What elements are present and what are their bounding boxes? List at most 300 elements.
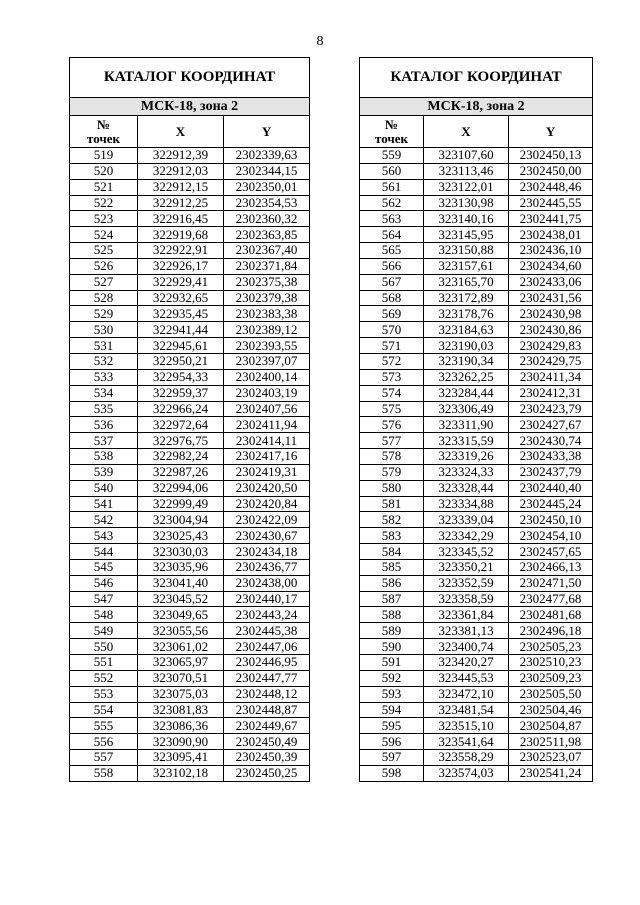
cell-point-number: 530 bbox=[70, 322, 138, 338]
table-row bbox=[360, 464, 593, 480]
cell-point-number: 563 bbox=[360, 211, 424, 227]
cell-x: 323061,02 bbox=[138, 639, 224, 655]
cell-y: 2302440,17 bbox=[224, 591, 310, 607]
cell-y: 2302434,18 bbox=[224, 544, 310, 560]
cell-x: 323319,26 bbox=[424, 449, 509, 465]
cell-x: 322999,49 bbox=[138, 496, 224, 512]
table-row bbox=[70, 559, 310, 575]
table-subtitle: МСК-18, зона 2 bbox=[360, 98, 593, 116]
cell-point-number: 551 bbox=[70, 655, 138, 671]
table-row bbox=[70, 322, 310, 338]
cell-y: 2302411,94 bbox=[224, 417, 310, 433]
cell-x: 323041,40 bbox=[138, 575, 224, 591]
cell-y: 2302450,25 bbox=[224, 765, 310, 781]
cell-x: 322954,33 bbox=[138, 369, 224, 385]
cell-y: 2302447,06 bbox=[224, 639, 310, 655]
cell-point-number: 546 bbox=[70, 575, 138, 591]
table-row bbox=[70, 385, 310, 401]
cell-point-number: 576 bbox=[360, 417, 424, 433]
table-row bbox=[360, 575, 593, 591]
cell-point-number: 558 bbox=[70, 765, 138, 781]
table-row bbox=[360, 227, 593, 243]
table-row bbox=[360, 258, 593, 274]
table-row bbox=[360, 243, 593, 259]
cell-x: 323558,29 bbox=[424, 750, 509, 766]
cell-y: 2302360,32 bbox=[224, 211, 310, 227]
cell-point-number: 536 bbox=[70, 417, 138, 433]
cell-point-number: 524 bbox=[70, 227, 138, 243]
cell-point-number: 555 bbox=[70, 718, 138, 734]
cell-y: 2302443,24 bbox=[224, 607, 310, 623]
cell-point-number: 594 bbox=[360, 702, 424, 718]
cell-y: 2302389,12 bbox=[224, 322, 310, 338]
cell-point-number: 561 bbox=[360, 179, 424, 195]
cell-point-number: 570 bbox=[360, 322, 424, 338]
cell-y: 2302414,11 bbox=[224, 433, 310, 449]
cell-y: 2302363,85 bbox=[224, 227, 310, 243]
table-row bbox=[360, 195, 593, 211]
cell-x: 323150,88 bbox=[424, 243, 509, 259]
cell-x: 323311,90 bbox=[424, 417, 509, 433]
table-row bbox=[360, 750, 593, 766]
cell-x: 322926,17 bbox=[138, 258, 224, 274]
table-row bbox=[360, 369, 593, 385]
cell-y: 2302504,87 bbox=[509, 718, 593, 734]
cell-point-number: 569 bbox=[360, 306, 424, 322]
table-row bbox=[70, 211, 310, 227]
cell-point-number: 552 bbox=[70, 670, 138, 686]
cell-point-number: 598 bbox=[360, 765, 424, 781]
cell-point-number: 568 bbox=[360, 290, 424, 306]
cell-y: 2302438,00 bbox=[224, 575, 310, 591]
table-row bbox=[70, 623, 310, 639]
cell-point-number: 522 bbox=[70, 195, 138, 211]
cell-x: 323086,36 bbox=[138, 718, 224, 734]
cell-x: 322932,65 bbox=[138, 290, 224, 306]
cell-x: 323075,03 bbox=[138, 686, 224, 702]
cell-point-number: 540 bbox=[70, 480, 138, 496]
cell-y: 2302430,98 bbox=[509, 306, 593, 322]
cell-point-number: 523 bbox=[70, 211, 138, 227]
cell-y: 2302523,07 bbox=[509, 750, 593, 766]
cell-x: 323035,96 bbox=[138, 559, 224, 575]
cell-y: 2302434,60 bbox=[509, 258, 593, 274]
cell-x: 323004,94 bbox=[138, 512, 224, 528]
cell-point-number: 579 bbox=[360, 464, 424, 480]
cell-y: 2302379,38 bbox=[224, 290, 310, 306]
cell-x: 322912,25 bbox=[138, 195, 224, 211]
table-row bbox=[360, 702, 593, 718]
cell-point-number: 595 bbox=[360, 718, 424, 734]
table-row bbox=[360, 559, 593, 575]
cell-point-number: 537 bbox=[70, 433, 138, 449]
cell-x: 322916,45 bbox=[138, 211, 224, 227]
cell-y: 2302511,98 bbox=[509, 734, 593, 750]
table-row bbox=[70, 274, 310, 290]
cell-y: 2302440,40 bbox=[509, 480, 593, 496]
cell-point-number: 542 bbox=[70, 512, 138, 528]
cell-y: 2302403,19 bbox=[224, 385, 310, 401]
table-row bbox=[70, 528, 310, 544]
cell-point-number: 572 bbox=[360, 353, 424, 369]
cell-x: 322941,44 bbox=[138, 322, 224, 338]
cell-point-number: 541 bbox=[70, 496, 138, 512]
table-row bbox=[70, 639, 310, 655]
cell-y: 2302541,24 bbox=[509, 765, 593, 781]
table-row bbox=[360, 211, 593, 227]
cell-point-number: 534 bbox=[70, 385, 138, 401]
cell-y: 2302375,38 bbox=[224, 274, 310, 290]
table-row bbox=[70, 718, 310, 734]
cell-x: 323315,59 bbox=[424, 433, 509, 449]
cell-x: 322959,37 bbox=[138, 385, 224, 401]
coordinate-table-left bbox=[69, 57, 310, 782]
cell-point-number: 567 bbox=[360, 274, 424, 290]
cell-point-number: 531 bbox=[70, 338, 138, 354]
cell-y: 2302510,23 bbox=[509, 655, 593, 671]
cell-y: 2302447,77 bbox=[224, 670, 310, 686]
cell-x: 323541,64 bbox=[424, 734, 509, 750]
cell-y: 2302445,55 bbox=[509, 195, 593, 211]
cell-x: 323030,03 bbox=[138, 544, 224, 560]
cell-x: 323284,44 bbox=[424, 385, 509, 401]
cell-x: 323472,10 bbox=[424, 686, 509, 702]
cell-point-number: 554 bbox=[70, 702, 138, 718]
cell-y: 2302400,14 bbox=[224, 369, 310, 385]
table-row bbox=[360, 290, 593, 306]
cell-y: 2302454,10 bbox=[509, 528, 593, 544]
cell-point-number: 589 bbox=[360, 623, 424, 639]
cell-x: 323420,27 bbox=[424, 655, 509, 671]
cell-point-number: 539 bbox=[70, 464, 138, 480]
cell-point-number: 525 bbox=[70, 243, 138, 259]
table-row bbox=[360, 765, 593, 781]
cell-point-number: 574 bbox=[360, 385, 424, 401]
table-row bbox=[360, 591, 593, 607]
cell-x: 323481,54 bbox=[424, 702, 509, 718]
table-row bbox=[70, 148, 310, 164]
table-row bbox=[360, 496, 593, 512]
cell-x: 322972,64 bbox=[138, 417, 224, 433]
cell-x: 323165,70 bbox=[424, 274, 509, 290]
cell-x: 323107,60 bbox=[424, 148, 509, 164]
cell-point-number: 545 bbox=[70, 559, 138, 575]
table-row bbox=[70, 480, 310, 496]
cell-x: 323081,83 bbox=[138, 702, 224, 718]
cell-x: 323381,13 bbox=[424, 623, 509, 639]
cell-point-number: 526 bbox=[70, 258, 138, 274]
cell-y: 2302450,39 bbox=[224, 750, 310, 766]
cell-y: 2302509,23 bbox=[509, 670, 593, 686]
cell-x: 323090,90 bbox=[138, 734, 224, 750]
cell-point-number: 533 bbox=[70, 369, 138, 385]
cell-point-number: 588 bbox=[360, 607, 424, 623]
table-row bbox=[70, 607, 310, 623]
table-row bbox=[360, 306, 593, 322]
table-row bbox=[70, 163, 310, 179]
cell-y: 2302430,74 bbox=[509, 433, 593, 449]
cell-y: 2302429,83 bbox=[509, 338, 593, 354]
cell-point-number: 528 bbox=[70, 290, 138, 306]
cell-point-number: 575 bbox=[360, 401, 424, 417]
cell-x: 323178,76 bbox=[424, 306, 509, 322]
cell-x: 323045,52 bbox=[138, 591, 224, 607]
cell-x: 323070,51 bbox=[138, 670, 224, 686]
table-row bbox=[360, 449, 593, 465]
cell-y: 2302412,31 bbox=[509, 385, 593, 401]
table-row bbox=[70, 734, 310, 750]
table-row bbox=[70, 433, 310, 449]
cell-x: 322919,68 bbox=[138, 227, 224, 243]
cell-point-number: 592 bbox=[360, 670, 424, 686]
cell-x: 323113,46 bbox=[424, 163, 509, 179]
table-row bbox=[70, 243, 310, 259]
cell-x: 323102,18 bbox=[138, 765, 224, 781]
table-row bbox=[70, 686, 310, 702]
cell-x: 323342,29 bbox=[424, 528, 509, 544]
cell-x: 323190,34 bbox=[424, 353, 509, 369]
cell-x: 323400,74 bbox=[424, 639, 509, 655]
cell-point-number: 535 bbox=[70, 401, 138, 417]
table-row bbox=[360, 163, 593, 179]
cell-point-number: 566 bbox=[360, 258, 424, 274]
table-row bbox=[70, 655, 310, 671]
table-row bbox=[70, 575, 310, 591]
column-header-x: X bbox=[138, 116, 224, 148]
table-row bbox=[70, 179, 310, 195]
cell-x: 323324,33 bbox=[424, 464, 509, 480]
cell-y: 2302481,68 bbox=[509, 607, 593, 623]
cell-y: 2302393,55 bbox=[224, 338, 310, 354]
table-title: КАТАЛОГ КООРДИНАТ bbox=[70, 58, 310, 98]
cell-y: 2302496,18 bbox=[509, 623, 593, 639]
cell-point-number: 557 bbox=[70, 750, 138, 766]
cell-y: 2302429,75 bbox=[509, 353, 593, 369]
cell-point-number: 548 bbox=[70, 607, 138, 623]
cell-y: 2302438,01 bbox=[509, 227, 593, 243]
cell-y: 2302448,12 bbox=[224, 686, 310, 702]
table-row bbox=[360, 480, 593, 496]
cell-point-number: 590 bbox=[360, 639, 424, 655]
table-row bbox=[70, 195, 310, 211]
table-row bbox=[360, 512, 593, 528]
cell-point-number: 571 bbox=[360, 338, 424, 354]
column-header-point-number: № точек bbox=[70, 116, 138, 148]
cell-y: 2302431,56 bbox=[509, 290, 593, 306]
cell-y: 2302420,50 bbox=[224, 480, 310, 496]
table-row bbox=[70, 353, 310, 369]
table-row bbox=[360, 148, 593, 164]
table-row bbox=[360, 528, 593, 544]
cell-point-number: 549 bbox=[70, 623, 138, 639]
cell-y: 2302423,79 bbox=[509, 401, 593, 417]
cell-y: 2302407,56 bbox=[224, 401, 310, 417]
cell-x: 323574,03 bbox=[424, 765, 509, 781]
coordinate-table-right bbox=[359, 57, 593, 782]
table-title: КАТАЛОГ КООРДИНАТ bbox=[360, 58, 593, 98]
cell-point-number: 591 bbox=[360, 655, 424, 671]
cell-y: 2302477,68 bbox=[509, 591, 593, 607]
cell-y: 2302411,34 bbox=[509, 369, 593, 385]
cell-x: 323065,97 bbox=[138, 655, 224, 671]
table-row bbox=[360, 623, 593, 639]
cell-x: 323130,98 bbox=[424, 195, 509, 211]
table-row bbox=[70, 369, 310, 385]
table-row bbox=[360, 734, 593, 750]
cell-point-number: 562 bbox=[360, 195, 424, 211]
cell-y: 2302450,49 bbox=[224, 734, 310, 750]
table-row bbox=[70, 449, 310, 465]
table-row bbox=[360, 607, 593, 623]
cell-x: 323140,16 bbox=[424, 211, 509, 227]
cell-y: 2302504,46 bbox=[509, 702, 593, 718]
table-row bbox=[70, 464, 310, 480]
table-row bbox=[360, 385, 593, 401]
cell-x: 322982,24 bbox=[138, 449, 224, 465]
table-row bbox=[70, 765, 310, 781]
cell-y: 2302436,10 bbox=[509, 243, 593, 259]
cell-y: 2302449,67 bbox=[224, 718, 310, 734]
cell-y: 2302437,79 bbox=[509, 464, 593, 480]
cell-y: 2302354,53 bbox=[224, 195, 310, 211]
table-row bbox=[70, 290, 310, 306]
table-row bbox=[70, 750, 310, 766]
cell-point-number: 584 bbox=[360, 544, 424, 560]
cell-point-number: 580 bbox=[360, 480, 424, 496]
cell-point-number: 550 bbox=[70, 639, 138, 655]
cell-y: 2302420,84 bbox=[224, 496, 310, 512]
cell-y: 2302350,01 bbox=[224, 179, 310, 195]
cell-x: 323350,21 bbox=[424, 559, 509, 575]
cell-point-number: 587 bbox=[360, 591, 424, 607]
cell-x: 323352,59 bbox=[424, 575, 509, 591]
table-row bbox=[70, 306, 310, 322]
cell-point-number: 573 bbox=[360, 369, 424, 385]
cell-y: 2302448,46 bbox=[509, 179, 593, 195]
cell-x: 323334,88 bbox=[424, 496, 509, 512]
column-header-x: X bbox=[424, 116, 509, 148]
cell-x: 323025,43 bbox=[138, 528, 224, 544]
column-header-y: Y bbox=[509, 116, 593, 148]
cell-y: 2302422,09 bbox=[224, 512, 310, 528]
table-row bbox=[70, 417, 310, 433]
cell-x: 323122,01 bbox=[424, 179, 509, 195]
column-header-y: Y bbox=[224, 116, 310, 148]
cell-y: 2302344,15 bbox=[224, 163, 310, 179]
cell-x: 323358,59 bbox=[424, 591, 509, 607]
cell-y: 2302433,06 bbox=[509, 274, 593, 290]
table-row bbox=[70, 496, 310, 512]
cell-point-number: 578 bbox=[360, 449, 424, 465]
cell-x: 322935,45 bbox=[138, 306, 224, 322]
page-number: 8 bbox=[316, 34, 324, 49]
cell-y: 2302448,87 bbox=[224, 702, 310, 718]
cell-point-number: 596 bbox=[360, 734, 424, 750]
table-row bbox=[360, 401, 593, 417]
cell-y: 2302450,10 bbox=[509, 512, 593, 528]
table-row bbox=[360, 338, 593, 354]
table-row bbox=[360, 544, 593, 560]
cell-point-number: 520 bbox=[70, 163, 138, 179]
cell-x: 323055,56 bbox=[138, 623, 224, 639]
cell-point-number: 543 bbox=[70, 528, 138, 544]
cell-point-number: 581 bbox=[360, 496, 424, 512]
cell-y: 2302339,63 bbox=[224, 148, 310, 164]
cell-point-number: 532 bbox=[70, 353, 138, 369]
cell-x: 322966,24 bbox=[138, 401, 224, 417]
table-subtitle: МСК-18, зона 2 bbox=[70, 98, 310, 116]
cell-x: 323361,84 bbox=[424, 607, 509, 623]
table-row bbox=[360, 670, 593, 686]
cell-x: 322945,61 bbox=[138, 338, 224, 354]
cell-point-number: 597 bbox=[360, 750, 424, 766]
cell-y: 2302419,31 bbox=[224, 464, 310, 480]
cell-point-number: 577 bbox=[360, 433, 424, 449]
cell-x: 323095,41 bbox=[138, 750, 224, 766]
cell-y: 2302450,13 bbox=[509, 148, 593, 164]
cell-y: 2302445,38 bbox=[224, 623, 310, 639]
cell-x: 323049,65 bbox=[138, 607, 224, 623]
cell-x: 323145,95 bbox=[424, 227, 509, 243]
table-row bbox=[70, 702, 310, 718]
table-row bbox=[360, 686, 593, 702]
cell-y: 2302397,07 bbox=[224, 353, 310, 369]
table-row bbox=[360, 433, 593, 449]
table-row bbox=[70, 591, 310, 607]
table-row bbox=[360, 639, 593, 655]
table-row bbox=[70, 512, 310, 528]
cell-y: 2302433,38 bbox=[509, 449, 593, 465]
cell-y: 2302505,23 bbox=[509, 639, 593, 655]
cell-point-number: 527 bbox=[70, 274, 138, 290]
cell-x: 323515,10 bbox=[424, 718, 509, 734]
cell-point-number: 556 bbox=[70, 734, 138, 750]
cell-y: 2302383,38 bbox=[224, 306, 310, 322]
cell-x: 322912,39 bbox=[138, 148, 224, 164]
cell-x: 322929,41 bbox=[138, 274, 224, 290]
cell-point-number: 586 bbox=[360, 575, 424, 591]
cell-point-number: 544 bbox=[70, 544, 138, 560]
table-row bbox=[360, 655, 593, 671]
table-row bbox=[70, 544, 310, 560]
cell-point-number: 565 bbox=[360, 243, 424, 259]
cell-y: 2302430,86 bbox=[509, 322, 593, 338]
cell-y: 2302441,75 bbox=[509, 211, 593, 227]
cell-x: 323262,25 bbox=[424, 369, 509, 385]
cell-y: 2302371,84 bbox=[224, 258, 310, 274]
cell-y: 2302450,00 bbox=[509, 163, 593, 179]
cell-x: 323190,03 bbox=[424, 338, 509, 354]
cell-y: 2302427,67 bbox=[509, 417, 593, 433]
cell-y: 2302457,65 bbox=[509, 544, 593, 560]
cell-x: 323172,89 bbox=[424, 290, 509, 306]
cell-point-number: 519 bbox=[70, 148, 138, 164]
table-row bbox=[360, 274, 593, 290]
cell-y: 2302367,40 bbox=[224, 243, 310, 259]
cell-point-number: 560 bbox=[360, 163, 424, 179]
table-row bbox=[360, 179, 593, 195]
cell-x: 323157,61 bbox=[424, 258, 509, 274]
table-row bbox=[360, 417, 593, 433]
column-header-point-number: № точек bbox=[360, 116, 424, 148]
cell-point-number: 582 bbox=[360, 512, 424, 528]
cell-y: 2302445,24 bbox=[509, 496, 593, 512]
cell-x: 323306,49 bbox=[424, 401, 509, 417]
cell-x: 322912,15 bbox=[138, 179, 224, 195]
cell-point-number: 583 bbox=[360, 528, 424, 544]
cell-x: 323328,44 bbox=[424, 480, 509, 496]
cell-y: 2302430,67 bbox=[224, 528, 310, 544]
